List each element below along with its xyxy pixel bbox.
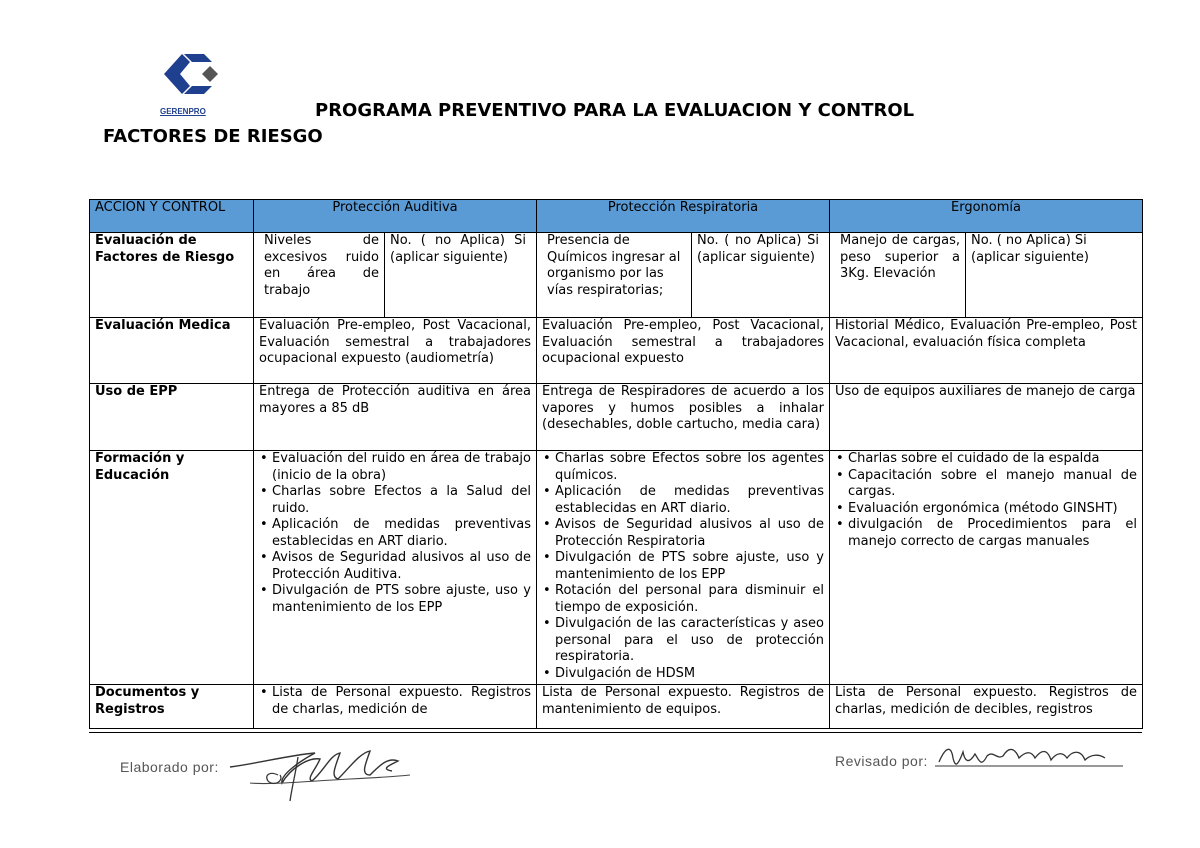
- bullet-list: [542, 451, 824, 682]
- cell-list: [537, 451, 830, 685]
- list-item: • Divulgación de las características y aseo personal para el uso de protección respiratoria.: [555, 616, 824, 666]
- table-row: [90, 384, 1143, 451]
- list-item: • Rotación del personal para disminuir el tiempo de exposición.: [555, 583, 824, 616]
- header-proteccion-respiratoria: Protección Respiratoria: [537, 200, 830, 233]
- document-title: PROGRAMA PREVENTIVO PARA LA EVALUACION Y CONTROL: [315, 100, 915, 121]
- table-row: [90, 451, 1143, 685]
- list-item: • Avisos de Seguridad alusivos al uso de Protección Respiratoria: [555, 517, 824, 550]
- list-item: • Evaluación del ruido en área de trabajo (inicio de la obra): [272, 451, 531, 484]
- cell-auditiva-evaluacion: [254, 233, 537, 318]
- risk-control-table: [89, 199, 1143, 729]
- list-item: • Lista de Personal expuesto. Registros de charlas, medición de: [272, 685, 531, 718]
- header-accion-control: ACCION Y CONTROL: [90, 200, 254, 233]
- logo-text: GERENPRO: [160, 107, 206, 116]
- elaborado-label: Elaborado por:: [120, 759, 219, 775]
- table-row: [90, 233, 1143, 318]
- cell-list: [254, 451, 537, 685]
- header-ergonomia: Ergonomía: [830, 200, 1143, 233]
- list-item: • Charlas sobre Efectos a la Salud del ruido.: [272, 484, 531, 517]
- cell-list: [830, 451, 1143, 685]
- bullet-list: [259, 451, 531, 616]
- list-item: • Evaluación ergonómica (método GINSHT): [848, 501, 1137, 518]
- revisado-label: Revisado por:: [835, 753, 928, 769]
- cell-ergonomia-evaluacion: [830, 233, 1143, 318]
- row-label-evaluacion-medica: Evaluación Medica: [90, 318, 254, 384]
- bullet-list: [835, 451, 1137, 550]
- cell-respiratoria-evaluacion: [537, 233, 830, 318]
- cell-text: No. ( no Aplica) Si (aplicar siguiente): [697, 233, 819, 265]
- list-item: • Avisos de Seguridad alusivos al uso de Protección Auditiva.: [272, 550, 531, 583]
- table-row: [90, 685, 1143, 729]
- list-item: • Divulgación de PTS sobre ajuste, uso y mantenimiento de los EPP: [555, 550, 824, 583]
- cell-text: Manejo de cargas, peso superior a 3Kg. Elevación: [835, 233, 966, 317]
- list-item: • Charlas sobre el cuidado de la espalda: [848, 451, 1137, 468]
- list-item: • Divulgación de HDSM: [555, 666, 824, 683]
- cell-text: Presencia de Químicos ingresar al organismo por las vías respiratorias;: [542, 233, 692, 317]
- table-header-row: [90, 200, 1143, 233]
- elaborado-signature: [220, 735, 420, 803]
- cell-text: Entrega de Protección auditiva en área mayores a 85 dB: [254, 384, 537, 451]
- cell-text: Lista de Personal expuesto. Registros de charlas, medición de decibles, registros: [830, 685, 1143, 729]
- cell-text: Evaluación Pre-empleo, Post Vacacional, Evaluación semestral a trabajadores ocupacional expuesto (audiometría): [254, 318, 537, 384]
- cell-text: Niveles de excesivos ruido en área de trabajo: [259, 233, 385, 317]
- list-item: • Aplicación de medidas preventivas establecidas en ART diario.: [272, 517, 531, 550]
- cell-text: Evaluación Pre-empleo, Post Vacacional, Evaluación semestral a trabajadores ocupacional expuesto: [537, 318, 830, 384]
- cell-text: Historial Médico, Evaluación Pre-empleo, Post Vacacional, evaluación física completa: [830, 318, 1143, 384]
- table-bottom-border: [89, 732, 1142, 733]
- list-item: • divulgación de Procedimientos para el manejo correcto de cargas manuales: [848, 517, 1137, 550]
- header-proteccion-auditiva: Protección Auditiva: [254, 200, 537, 233]
- cell-text: Entrega de Respiradores de acuerdo a los vapores y humos posibles a inhalar (desechables, doble cartucho, media cara): [537, 384, 830, 451]
- bullet-list: [259, 685, 531, 718]
- row-label-evaluacion-factores: Evaluación de Factores de Riesgo: [90, 233, 254, 318]
- cell-text: No. ( no Aplica) Si (aplicar siguiente): [971, 233, 1089, 265]
- document-subtitle: FACTORES DE RIESGO: [103, 126, 323, 147]
- cell-list: [254, 685, 537, 729]
- cell-text: Uso de equipos auxiliares de manejo de carga: [830, 384, 1143, 451]
- row-label-documentos: Documentos y Registros: [90, 685, 254, 729]
- list-item: • Capacitación sobre el manejo manual de cargas.: [848, 468, 1137, 501]
- cell-text: Lista de Personal expuesto. Registros de mantenimiento de equipos.: [537, 685, 830, 729]
- list-item: • Divulgación de PTS sobre ajuste, uso y mantenimiento de los EPP: [272, 583, 531, 616]
- list-item: • Charlas sobre Efectos sobre los agentes químicos.: [555, 451, 824, 484]
- cell-text: No. ( no Aplica) Si (aplicar siguiente): [390, 233, 526, 265]
- row-label-formacion: Formación y Educación: [90, 451, 254, 685]
- table-row: [90, 318, 1143, 384]
- revisado-signature: [935, 738, 1125, 773]
- row-label-uso-epp: Uso de EPP: [90, 384, 254, 451]
- list-item: • Aplicación de medidas preventivas establecidas en ART diario.: [555, 484, 824, 517]
